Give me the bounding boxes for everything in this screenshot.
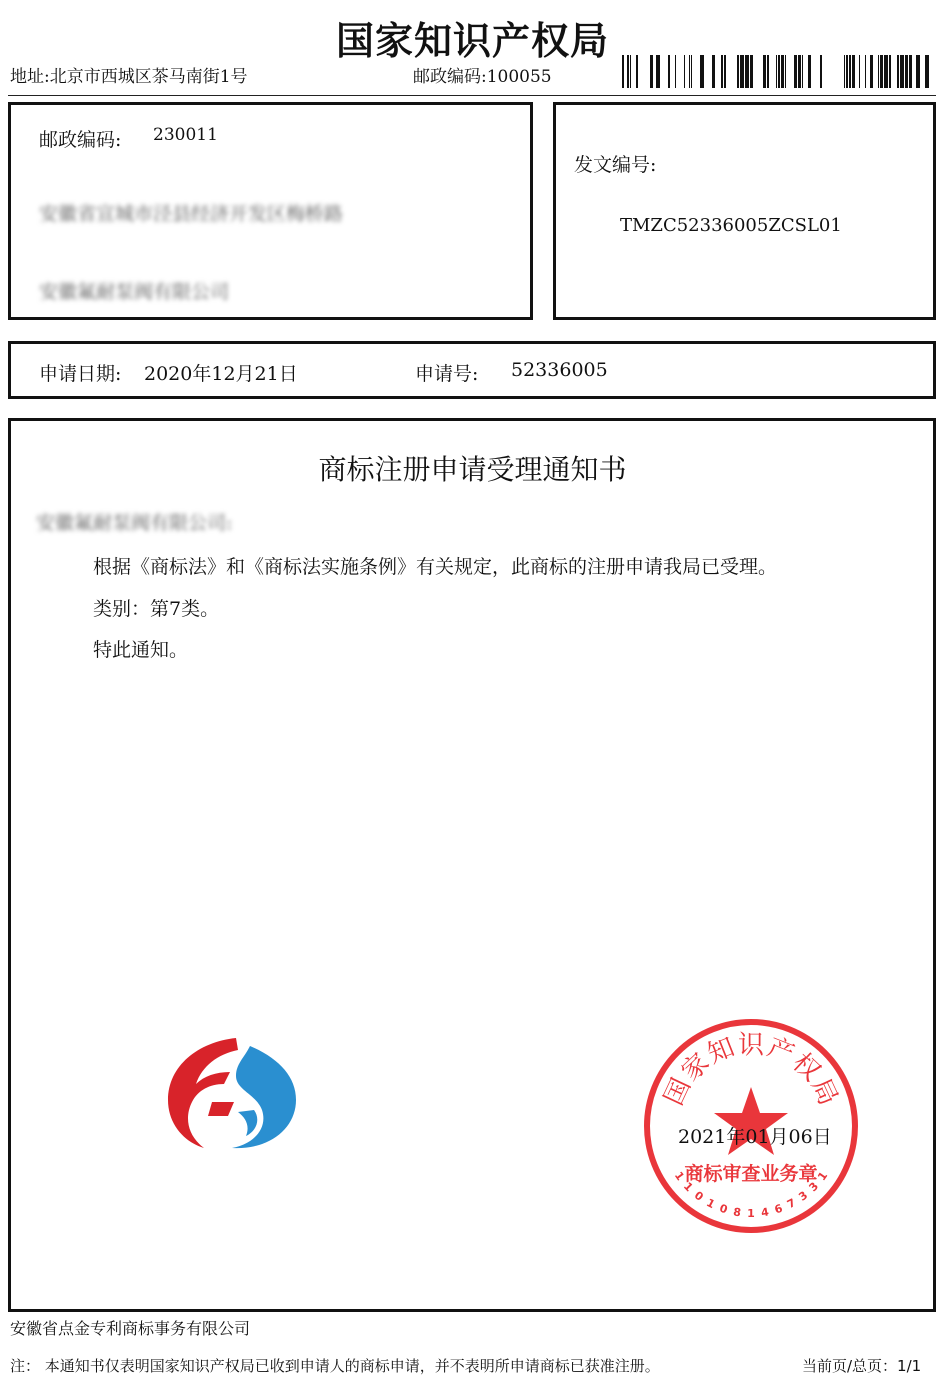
seal-char: 知: [703, 1032, 739, 1070]
recipient-postcode-label: 邮政编码:: [39, 129, 122, 151]
recipient-postcode-value: 230011: [153, 125, 218, 145]
seal-number-char: 8: [732, 1205, 742, 1220]
seal-char: 产: [763, 1032, 799, 1070]
doc-number-value: TMZC52336005ZCSL01: [620, 215, 842, 236]
seal-char: 家: [676, 1047, 716, 1088]
agency-name: 安徽省点金专利商标事务有限公司: [10, 1319, 251, 1338]
seal-number-char: 1: [704, 1196, 717, 1212]
seal-char: 识: [737, 1030, 765, 1061]
seal-number-char: 3: [796, 1188, 811, 1204]
office-address: 地址:北京市西城区茶马南街1号: [10, 67, 248, 87]
notice-title: 商标注册申请受理通知书: [318, 453, 627, 486]
seal-number-char: 0: [717, 1201, 730, 1217]
recipient-box: [8, 102, 533, 320]
seal-number-char: 1: [815, 1169, 831, 1184]
seal-number-char: 7: [785, 1196, 798, 1212]
notice-closing: 特此通知。: [93, 639, 189, 661]
seal-number-char: 0: [691, 1188, 706, 1204]
seal-bottom-text: 商标审查业务章: [684, 1163, 818, 1185]
application-date-label: 申请日期:: [39, 363, 122, 385]
doc-number-label: 发文编号:: [574, 154, 657, 176]
recipient-address-redacted: 安徽省宣城市泾县经济开发区梅桥路: [39, 203, 344, 225]
page-title: 国家知识产权局: [335, 19, 609, 63]
notice-date: 2021年01月06日: [678, 1126, 832, 1148]
seal-number-char: 4: [760, 1205, 770, 1220]
seal-number-char: 1: [671, 1169, 687, 1184]
seal-number-char: 1: [747, 1207, 755, 1220]
notice-category: 类别：第7类。: [93, 598, 220, 620]
application-number-label: 申请号:: [415, 363, 479, 385]
notice-addressee-redacted: 安徽氟耐泵阀有限公司:: [36, 512, 233, 534]
recipient-company-redacted: 安徽氟耐泵阀有限公司: [39, 281, 230, 303]
office-postcode: 邮政编码:100055: [413, 67, 552, 87]
application-info-box: [8, 341, 936, 399]
notice-paragraph: 根据《商标法》和《商标法实施条例》有关规定，此商标的注册申请我局已受理。: [93, 556, 778, 578]
seal-char: 权: [786, 1047, 826, 1088]
seal-number-char: 3: [806, 1179, 822, 1195]
application-date-value: 2020年12月21日: [144, 363, 298, 385]
seal-number-char: 6: [772, 1201, 785, 1217]
seal-char: 局: [804, 1073, 844, 1111]
application-number-value: 52336005: [511, 359, 608, 381]
page-indicator: 当前页/总页：1/1: [802, 1357, 922, 1375]
barcode-icon: [622, 55, 930, 88]
footer-note: 注： 本通知书仅表明国家知识产权局已收到申请人的商标申请，并不表明所申请商标已获准注册。: [10, 1357, 660, 1375]
trademark-logo-icon: [158, 1032, 303, 1152]
doc-number-box: [553, 102, 936, 320]
header-divider: [8, 95, 936, 96]
seal-char: 国: [658, 1073, 698, 1111]
seal-number-char: 1: [680, 1179, 696, 1195]
